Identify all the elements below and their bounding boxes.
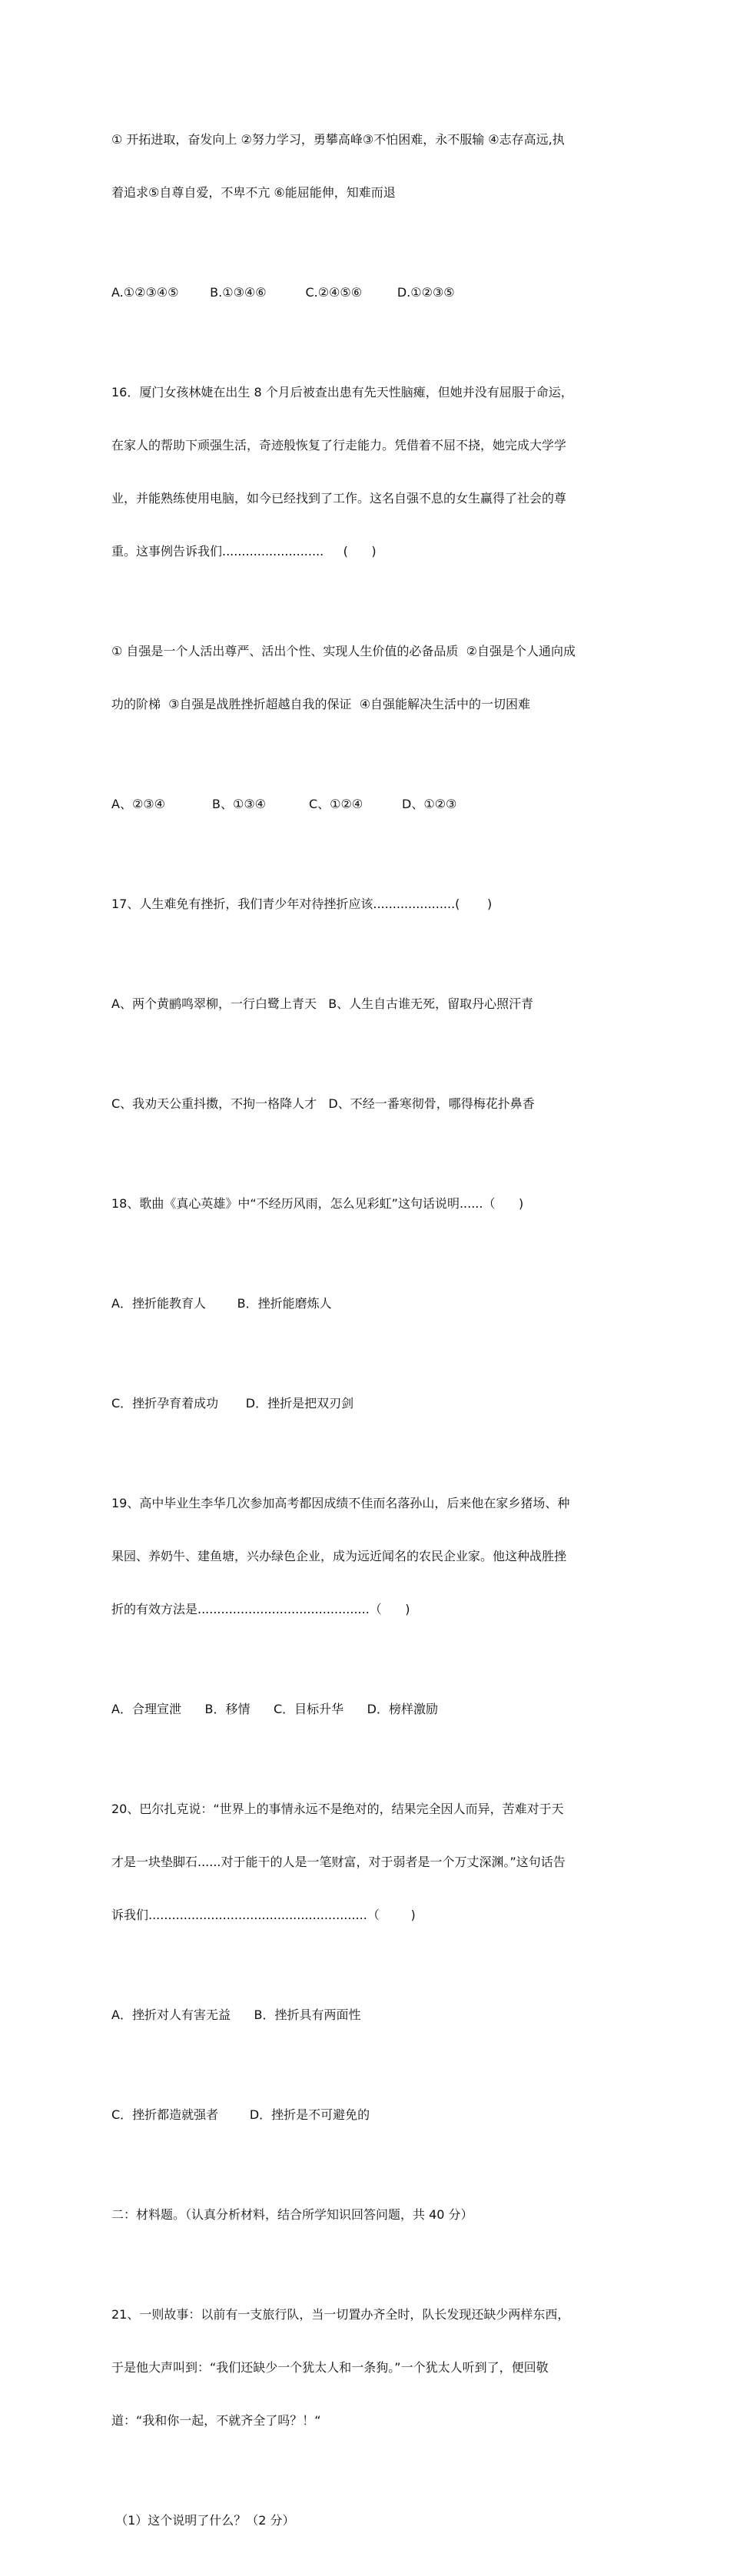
q20-stem [111, 1765, 626, 1959]
text-line: 20、巴尔扎克说：“世界上的事情永远不是绝对的，结果完全因人而异，苦难对于天 [111, 1802, 564, 1816]
text-line: （1）这个说明了什么？（2 分） [111, 2513, 295, 2528]
text-line: C、我劝天公重抖擞，不拘一格降人才 D、不经一番寒彻骨，哪得梅花扑鼻香 [111, 1096, 535, 1111]
text-line: 功的阶梯 ③自强是战胜挫折超越自我的保证 ④自强能解决生活中的一切困难 [111, 697, 531, 711]
text-line: 业，并能熟练使用电脑，如今已经找到了工作。这名自强不息的女生赢得了社会的尊 [111, 491, 567, 506]
text-line: 着追求⑤自尊自爱，不卑不亢 ⑥能屈能伸，知难而退 [111, 185, 396, 200]
text-line: ① 开拓进取，奋发向上 ②努力学习，勇攀高峰③不怕困难，永不服输 ④志存高远,执 [111, 132, 565, 147]
q21-material [111, 2270, 626, 2465]
q16-stem [111, 348, 626, 595]
exam-page [111, 95, 626, 2576]
q20-options-cd [111, 2070, 626, 2159]
text-line: 21、一则故事：以前有一支旅行队，当一切置办齐全时，队长发现还缺少两样东西， [111, 2307, 570, 2322]
q17-options-cd [111, 1059, 626, 1148]
q18-options-cd [111, 1359, 626, 1447]
text-line: 折的有效方法是............................................（ ) [111, 1602, 410, 1616]
text-line: 19、高中毕业生李华几次参加高考都因成绩不佳而名落孙山，后来他在家乡猪场、种 [111, 1496, 570, 1510]
text-line: 17、人生难免有挫折，我们青少年对待挫折应该.....................( ) [111, 897, 493, 911]
text-line: 二：材料题。（认真分析材料，结合所学知识回答问题，共 40 分） [111, 2207, 473, 2222]
q18-options-ab [111, 1259, 626, 1348]
text-line: 果园、养奶牛、建鱼塘，兴办绿色企业，成为远近闻名的农民企业家。他这种战胜挫 [111, 1549, 567, 1563]
text-line: C．挫折孕育着成功 D．挫折是把双刃剑 [111, 1396, 354, 1411]
q17-options-ab [111, 960, 626, 1048]
q18-stem [111, 1159, 626, 1248]
text-line: C．挫折都造就强者 D．挫折是不可避免的 [111, 2107, 370, 2122]
text-line: A．挫折能教育人 B．挫折能磨炼人 [111, 1296, 332, 1311]
text-line: 道：“我和你一起，不就齐全了吗？！“ [111, 2413, 321, 2428]
text-line: A．合理宣泄 B．移情 C．目标升华 D．榜样激励 [111, 1702, 438, 1716]
q21-sub1 [111, 2476, 626, 2564]
text-line: A．挫折对人有害无益 B．挫折具有两面性 [111, 2007, 361, 2022]
q16-options [111, 760, 626, 848]
q19-stem [111, 1459, 626, 1653]
q15-statements [111, 95, 626, 237]
section-2-heading [111, 2170, 626, 2259]
text-line: 在家人的帮助下顽强生活，奇迹般恢复了行走能力。凭借着不屈不挠，她完成大学学 [111, 438, 567, 453]
text-line: 重。这事例告诉我们.......................... ( ) [111, 544, 377, 559]
q20-options-ab [111, 1971, 626, 2059]
q17-stem [111, 860, 626, 948]
text-line: A、②③④ B、①③④ C、①②④ D、①②③ [111, 797, 457, 811]
text-line: 才是一块垫脚石......对于能干的人是一笔财富，对于弱者是一个万丈深渊。”这句话告 [111, 1855, 566, 1869]
q15-options [111, 248, 626, 337]
q19-options [111, 1665, 626, 1753]
text-line: 诉我们........................................................（ ) [111, 1908, 416, 1922]
text-line: 18、歌曲《真心英雄》中“不经历风雨，怎么见彩虹”这句话说明......（ ) [111, 1196, 524, 1211]
text-line: A、两个黄鹂鸣翠柳，一行白鹭上青天 B、人生自古谁无死，留取丹心照汗青 [111, 996, 534, 1011]
q16-statements [111, 607, 626, 748]
text-line: 于是他大声叫到：“我们还缺少一个犹太人和一条狗。”一个犹太人听到了，便回敬 [111, 2360, 549, 2375]
text-line: A.①②③④⑤ B.①③④⑥ C.②④⑤⑥ D.①②③⑤ [111, 285, 455, 300]
text-line: ① 自强是一个人活出尊严、活出个性、实现人生价值的必备品质 ②自强是个人通向成 [111, 644, 576, 658]
text-line: 16．厦门女孩林婕在出生 8 个月后被查出患有先天性脑瘫，但她并没有屈服于命运， [111, 385, 573, 399]
